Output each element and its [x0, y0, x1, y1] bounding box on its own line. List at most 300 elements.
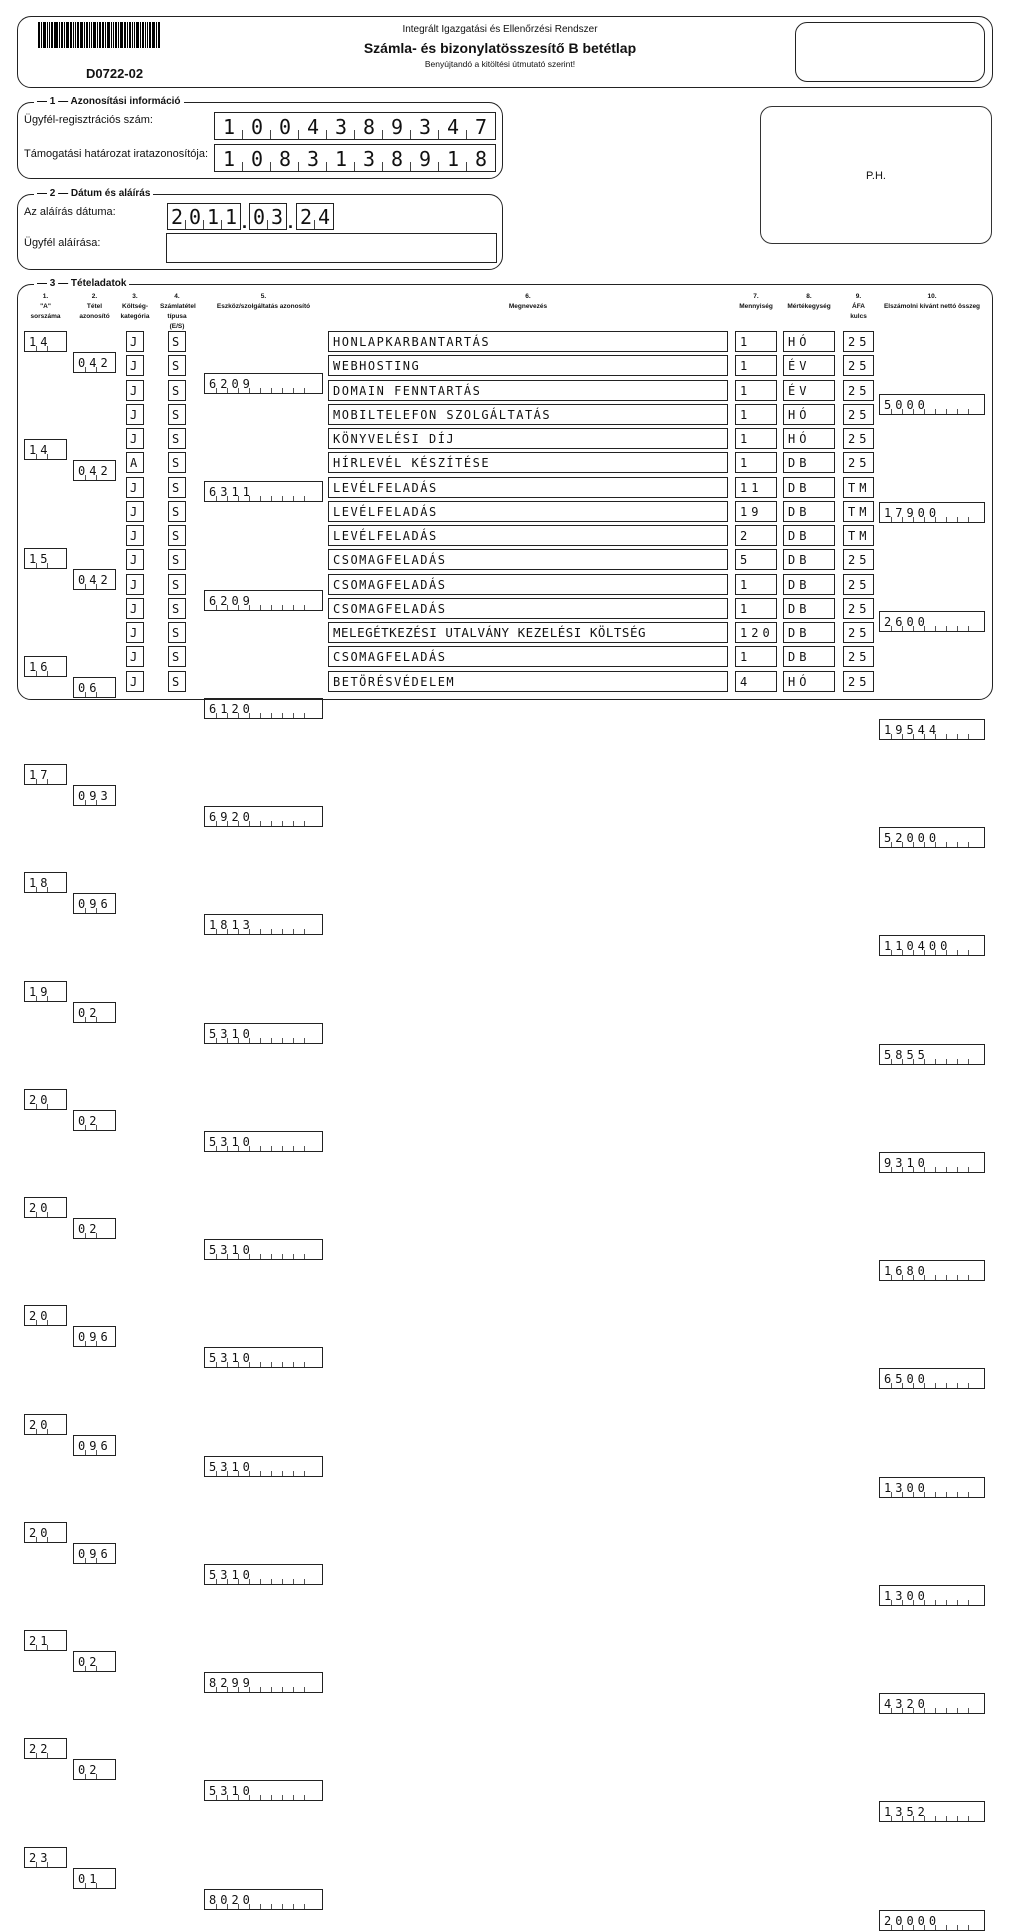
cell-value: 5000 — [884, 397, 929, 412]
digit-cell: 4 — [317, 205, 331, 229]
cell-value: 096 — [78, 1546, 112, 1561]
cell-value: HÓ — [788, 407, 811, 422]
row-14-id[interactable] — [73, 1759, 116, 1780]
cell-value: HÍRLEVÉL KÉSZÍTÉSE — [333, 455, 491, 470]
row-7-cat[interactable] — [126, 477, 144, 498]
cell-value: HÓ — [788, 431, 811, 446]
row-5-name[interactable] — [328, 428, 728, 449]
row-14-amount[interactable] — [879, 1801, 985, 1822]
row-8-id[interactable] — [73, 1110, 116, 1131]
digit-cell: 2 — [297, 204, 315, 229]
row-13-asset[interactable] — [204, 1672, 323, 1693]
cell-value: S — [172, 334, 184, 349]
column-header-text: 1. — [42, 293, 49, 300]
row-11-amount[interactable] — [879, 1477, 985, 1498]
row-6-qty[interactable] — [735, 452, 777, 473]
cell-value: TM — [848, 480, 871, 495]
row-4-unit[interactable] — [783, 404, 835, 425]
row-14-type[interactable] — [168, 646, 186, 667]
cell-value: J — [130, 577, 142, 592]
cell-value: DOMAIN FENNTARTÁS — [333, 383, 482, 398]
digit-cell: 3 — [327, 113, 355, 139]
cell-value: DB — [788, 504, 811, 519]
digit-cell: 1 — [215, 113, 243, 139]
row-14-name[interactable] — [328, 646, 728, 667]
column-header-text: Mennyiség — [739, 303, 773, 310]
row-12-qty[interactable] — [735, 598, 777, 619]
column-header-text: 2. — [91, 293, 98, 300]
cell-value: S — [172, 674, 184, 689]
row-2-type[interactable] — [168, 355, 186, 376]
row-15-asset[interactable] — [204, 1889, 323, 1910]
cell-value: TM — [848, 528, 871, 543]
row-4-qty[interactable] — [735, 404, 777, 425]
row-3-unit[interactable] — [783, 380, 835, 401]
cell-value: J — [130, 649, 142, 664]
row-6-a[interactable] — [24, 872, 67, 893]
cell-value: 1 — [740, 334, 752, 349]
cell-value: J — [130, 674, 142, 689]
row-2-qty[interactable] — [735, 355, 777, 376]
row-15-unit[interactable] — [783, 671, 835, 692]
row-6-asset[interactable] — [204, 914, 323, 935]
cell-value: 1680 — [884, 1263, 929, 1278]
cell-value: J — [130, 358, 142, 373]
cell-value: 25 — [848, 552, 871, 567]
row-2-amount[interactable] — [879, 502, 985, 523]
row-14-unit[interactable] — [783, 646, 835, 667]
row-13-vat[interactable] — [843, 622, 874, 643]
cell-value: 17 — [29, 767, 52, 782]
row-6-unit[interactable] — [783, 452, 835, 473]
row-6-amount[interactable] — [879, 935, 985, 956]
row-13-name[interactable] — [328, 622, 728, 643]
row-7-qty[interactable] — [735, 477, 777, 498]
cell-value: DB — [788, 649, 811, 664]
column-header-text: ÁFA — [852, 303, 865, 310]
row-5-a[interactable] — [24, 764, 67, 785]
row-9-vat[interactable] — [843, 525, 874, 546]
row-11-id[interactable] — [73, 1435, 116, 1456]
row-3-type[interactable] — [168, 380, 186, 401]
cell-value: DB — [788, 528, 811, 543]
cell-value: 02 — [78, 1005, 101, 1020]
cell-value: 17900 — [884, 505, 941, 520]
row-3-qty[interactable] — [735, 380, 777, 401]
row-9-cat[interactable] — [126, 525, 144, 546]
row-13-cat[interactable] — [126, 622, 144, 643]
row-8-asset[interactable] — [204, 1131, 323, 1152]
row-2-vat[interactable] — [843, 355, 874, 376]
cell-value: S — [172, 625, 184, 640]
row-2-name[interactable] — [328, 355, 728, 376]
row-3-cat[interactable] — [126, 380, 144, 401]
row-13-unit[interactable] — [783, 622, 835, 643]
date-month-field[interactable] — [249, 203, 287, 230]
digit-cell: 4 — [299, 113, 327, 139]
column-header-text: típusa (E/S) — [167, 313, 187, 330]
cell-value: 1 — [740, 383, 752, 398]
cell-value: DB — [788, 625, 811, 640]
row-6-name[interactable] — [328, 452, 728, 473]
signature-label: Ügyfél aláírása: — [24, 237, 101, 249]
cell-value: 25 — [848, 358, 871, 373]
cell-value: 25 — [848, 577, 871, 592]
row-7-unit[interactable] — [783, 477, 835, 498]
header-id-box[interactable] — [795, 22, 985, 82]
row-9-type[interactable] — [168, 525, 186, 546]
cell-value: KÖNYVELÉSI DÍJ — [333, 431, 456, 446]
cell-value: DB — [788, 577, 811, 592]
row-2-id[interactable] — [73, 460, 116, 481]
row-11-a[interactable] — [24, 1414, 67, 1435]
row-15-amount[interactable] — [879, 1910, 985, 1931]
cell-value: CSOMAGFELADÁS — [333, 577, 447, 592]
row-13-amount[interactable] — [879, 1693, 985, 1714]
cell-value: 5855 — [884, 1047, 929, 1062]
row-9-name[interactable] — [328, 525, 728, 546]
row-4-amount[interactable] — [879, 719, 985, 740]
digit-cell: 8 — [474, 147, 488, 171]
cell-value: S — [172, 480, 184, 495]
cell-value: 1300 — [884, 1480, 929, 1495]
column-header-text: Eszköz/szolgáltatás azonosító — [216, 303, 311, 310]
client-reg-number-field[interactable] — [214, 112, 496, 140]
column-header-10 — [871, 292, 993, 312]
digit-cell: 0 — [243, 113, 271, 139]
cell-value: 042 — [78, 572, 112, 587]
row-14-cat[interactable] — [126, 646, 144, 667]
row-15-type[interactable] — [168, 671, 186, 692]
row-10-name[interactable] — [328, 549, 728, 570]
row-8-type[interactable] — [168, 501, 186, 522]
digit-cell: 4 — [439, 113, 467, 139]
cell-value: 1 — [740, 455, 752, 470]
digit-cell: 9 — [411, 145, 439, 171]
cell-value: 1 — [740, 649, 752, 664]
row-15-cat[interactable] — [126, 671, 144, 692]
row-15-id[interactable] — [73, 1868, 116, 1889]
section-2-title: — 2 — Dátum és aláírás — [34, 188, 153, 199]
row-5-vat[interactable] — [843, 428, 874, 449]
row-11-type[interactable] — [168, 574, 186, 595]
section-1-title: — 1 — Azonosítási információ — [34, 96, 184, 107]
row-1-vat[interactable] — [843, 331, 874, 352]
cell-value: S — [172, 601, 184, 616]
row-8-unit[interactable] — [783, 501, 835, 522]
cell-value: 6209 — [209, 376, 254, 391]
row-7-type[interactable] — [168, 477, 186, 498]
cell-value: 042 — [78, 463, 112, 478]
row-8-vat[interactable] — [843, 501, 874, 522]
cell-value: S — [172, 528, 184, 543]
row-6-type[interactable] — [168, 452, 186, 473]
cell-value: 16 — [29, 659, 52, 674]
row-9-id[interactable] — [73, 1218, 116, 1239]
row-12-vat[interactable] — [843, 598, 874, 619]
system-name: Integrált Igazgatási és Ellenőrzési Rendszer — [402, 24, 598, 35]
row-13-type[interactable] — [168, 622, 186, 643]
cell-value: 8299 — [209, 1675, 254, 1690]
column-header-text: Mértékegység — [787, 303, 831, 310]
cell-value: S — [172, 383, 184, 398]
cell-value: 2600 — [884, 614, 929, 629]
row-9-a[interactable] — [24, 1197, 67, 1218]
cell-value: 096 — [78, 896, 112, 911]
cell-value: 1300 — [884, 1588, 929, 1603]
row-3-id[interactable] — [73, 569, 116, 590]
cell-value: 20 — [29, 1417, 52, 1432]
row-1-a[interactable] — [24, 331, 67, 352]
cell-value: 02 — [78, 1654, 101, 1669]
cell-value: 1 — [740, 407, 752, 422]
row-3-amount[interactable] — [879, 611, 985, 632]
row-2-asset[interactable] — [204, 481, 323, 502]
cell-value: 25 — [848, 431, 871, 446]
cell-value: LEVÉLFELADÁS — [333, 528, 438, 543]
row-13-id[interactable] — [73, 1651, 116, 1672]
row-1-type[interactable] — [168, 331, 186, 352]
row-4-id[interactable] — [73, 677, 116, 698]
column-header-text: 5. — [260, 293, 267, 300]
row-5-id[interactable] — [73, 785, 116, 806]
cell-value: 25 — [848, 601, 871, 616]
cell-value: 02 — [78, 1762, 101, 1777]
row-11-asset[interactable] — [204, 1456, 323, 1477]
column-header-text: 3. — [132, 293, 138, 300]
column-header-5 — [196, 292, 331, 312]
cell-value: 1 — [740, 601, 752, 616]
row-10-amount[interactable] — [879, 1368, 985, 1389]
digit-cell: 0 — [243, 145, 271, 171]
cell-value: J — [130, 383, 142, 398]
date-label: Az aláírás dátuma: — [24, 206, 116, 218]
row-4-name[interactable] — [328, 404, 728, 425]
row-7-asset[interactable] — [204, 1023, 323, 1044]
digit-cell: 8 — [355, 113, 383, 139]
row-15-qty[interactable] — [735, 671, 777, 692]
row-11-vat[interactable] — [843, 574, 874, 595]
row-11-name[interactable] — [328, 574, 728, 595]
row-3-vat[interactable] — [843, 380, 874, 401]
row-12-amount[interactable] — [879, 1585, 985, 1606]
row-7-id[interactable] — [73, 1002, 116, 1023]
cell-value: DB — [788, 480, 811, 495]
row-14-a[interactable] — [24, 1738, 67, 1759]
row-10-asset[interactable] — [204, 1347, 323, 1368]
row-8-qty[interactable] — [735, 501, 777, 522]
cell-value: 25 — [848, 625, 871, 640]
cell-value: 1 — [740, 431, 752, 446]
row-3-name[interactable] — [328, 380, 728, 401]
cell-value: J — [130, 480, 142, 495]
row-7-amount[interactable] — [879, 1044, 985, 1065]
row-4-a[interactable] — [24, 656, 67, 677]
cell-value: 20 — [29, 1525, 52, 1540]
row-1-cat[interactable] — [126, 331, 144, 352]
cell-value: S — [172, 649, 184, 664]
row-15-a[interactable] — [24, 1847, 67, 1868]
cell-value: 042 — [78, 355, 112, 370]
column-header-text: 10. — [927, 293, 937, 300]
row-5-type[interactable] — [168, 428, 186, 449]
row-2-a[interactable] — [24, 439, 67, 460]
row-10-vat[interactable] — [843, 549, 874, 570]
date-year-field[interactable] — [167, 203, 241, 230]
row-10-unit[interactable] — [783, 549, 835, 570]
cell-value: DB — [788, 601, 811, 616]
cell-value: A — [130, 455, 142, 470]
cell-value: 11 — [740, 480, 763, 495]
digit-cell: 8 — [383, 145, 411, 171]
row-10-cat[interactable] — [126, 549, 144, 570]
row-14-qty[interactable] — [735, 646, 777, 667]
row-12-name[interactable] — [328, 598, 728, 619]
section-3-title: — 3 — Tételadatok — [34, 278, 129, 289]
row-11-cat[interactable] — [126, 574, 144, 595]
row-10-a[interactable] — [24, 1305, 67, 1326]
cell-value: HONLAPKARBANTARTÁS — [333, 334, 491, 349]
row-4-asset[interactable] — [204, 698, 323, 719]
cell-value: S — [172, 455, 184, 470]
row-3-asset[interactable] — [204, 590, 323, 611]
column-header-text: sorszáma — [30, 313, 61, 320]
cell-value: 21 — [29, 1633, 52, 1648]
cell-value: ÉV — [788, 383, 811, 398]
row-6-vat[interactable] — [843, 452, 874, 473]
row-3-a[interactable] — [24, 548, 67, 569]
column-header-8 — [775, 292, 843, 312]
cell-value: 5310 — [209, 1459, 254, 1474]
row-14-asset[interactable] — [204, 1780, 323, 1801]
row-12-cat[interactable] — [126, 598, 144, 619]
digit-cell: 0 — [271, 113, 299, 139]
row-9-unit[interactable] — [783, 525, 835, 546]
row-12-asset[interactable] — [204, 1564, 323, 1585]
row-2-cat[interactable] — [126, 355, 144, 376]
row-5-qty[interactable] — [735, 428, 777, 449]
row-4-cat[interactable] — [126, 404, 144, 425]
digit-cell: 8 — [271, 145, 299, 171]
cell-value: 6311 — [209, 484, 254, 499]
row-13-qty[interactable] — [735, 622, 777, 643]
row-12-unit[interactable] — [783, 598, 835, 619]
cell-value: 01 — [78, 1871, 101, 1886]
signature-field[interactable] — [166, 233, 497, 263]
row-12-type[interactable] — [168, 598, 186, 619]
row-14-vat[interactable] — [843, 646, 874, 667]
cell-value: 4320 — [884, 1696, 929, 1711]
row-15-name[interactable] — [328, 671, 728, 692]
cell-value: 5 — [740, 552, 752, 567]
cell-value: WEBHOSTING — [333, 358, 421, 373]
cell-value: 5310 — [209, 1567, 254, 1582]
row-1-name[interactable] — [328, 331, 728, 352]
cell-value: 5310 — [209, 1783, 254, 1798]
row-11-qty[interactable] — [735, 574, 777, 595]
cell-value: 4 — [740, 674, 752, 689]
row-7-name[interactable] — [328, 477, 728, 498]
row-15-vat[interactable] — [843, 671, 874, 692]
row-5-cat[interactable] — [126, 428, 144, 449]
cell-value: HÓ — [788, 334, 811, 349]
cell-value: 14 — [29, 334, 52, 349]
row-1-id[interactable] — [73, 352, 116, 373]
cell-value: 6920 — [209, 809, 254, 824]
row-8-cat[interactable] — [126, 501, 144, 522]
decision-label: Támogatási határozat iratazonosítója: — [24, 148, 209, 160]
row-10-id[interactable] — [73, 1326, 116, 1347]
cell-value: 6209 — [209, 593, 254, 608]
row-12-a[interactable] — [24, 1522, 67, 1543]
row-1-amount[interactable] — [879, 394, 985, 415]
digit-cell: 9 — [383, 113, 411, 139]
column-header-text: kulcs — [850, 313, 867, 320]
cell-value: 25 — [848, 455, 871, 470]
cell-value: 18 — [29, 875, 52, 890]
row-1-asset[interactable] — [204, 373, 323, 394]
row-8-name[interactable] — [328, 501, 728, 522]
cell-value: 22 — [29, 1741, 52, 1756]
decision-number-field[interactable] — [214, 144, 496, 172]
row-7-vat[interactable] — [843, 477, 874, 498]
cell-value: 20 — [29, 1308, 52, 1323]
row-10-type[interactable] — [168, 549, 186, 570]
row-11-unit[interactable] — [783, 574, 835, 595]
row-6-id[interactable] — [73, 893, 116, 914]
cell-value: 15 — [29, 551, 52, 566]
cell-value: TM — [848, 504, 871, 519]
column-header-text: Költség- — [122, 303, 148, 310]
row-6-cat[interactable] — [126, 452, 144, 473]
cell-value: 02 — [78, 1221, 101, 1236]
row-10-qty[interactable] — [735, 549, 777, 570]
row-5-amount[interactable] — [879, 827, 985, 848]
row-5-asset[interactable] — [204, 806, 323, 827]
row-1-unit[interactable] — [783, 331, 835, 352]
row-9-amount[interactable] — [879, 1260, 985, 1281]
cell-value: 6500 — [884, 1371, 929, 1386]
cell-value: HÓ — [788, 674, 811, 689]
row-4-type[interactable] — [168, 404, 186, 425]
cell-value: CSOMAGFELADÁS — [333, 649, 447, 664]
row-5-unit[interactable] — [783, 428, 835, 449]
form-subtitle: Benyújtandó a kitöltési útmutató szerint! — [424, 59, 576, 69]
cell-value: 8020 — [209, 1892, 254, 1907]
row-9-asset[interactable] — [204, 1239, 323, 1260]
cell-value: S — [172, 504, 184, 519]
client-reg-label: Ügyfél-regisztrációs szám: — [24, 114, 153, 126]
cell-value: DB — [788, 552, 811, 567]
row-12-id[interactable] — [73, 1543, 116, 1564]
column-header-text: kategória — [120, 313, 150, 320]
digit-cell: 3 — [355, 145, 383, 171]
row-8-a[interactable] — [24, 1089, 67, 1110]
cell-value: 20 — [29, 1200, 52, 1215]
row-9-qty[interactable] — [735, 525, 777, 546]
date-day-field[interactable] — [296, 203, 334, 230]
cell-value: 2 — [740, 528, 752, 543]
row-8-amount[interactable] — [879, 1152, 985, 1173]
row-2-unit[interactable] — [783, 355, 835, 376]
row-7-a[interactable] — [24, 981, 67, 1002]
row-1-qty[interactable] — [735, 331, 777, 352]
column-header-text: 9. — [855, 293, 862, 300]
cell-value: 5310 — [209, 1134, 254, 1149]
row-4-vat[interactable] — [843, 404, 874, 425]
cell-value: CSOMAGFELADÁS — [333, 552, 447, 567]
row-13-a[interactable] — [24, 1630, 67, 1651]
